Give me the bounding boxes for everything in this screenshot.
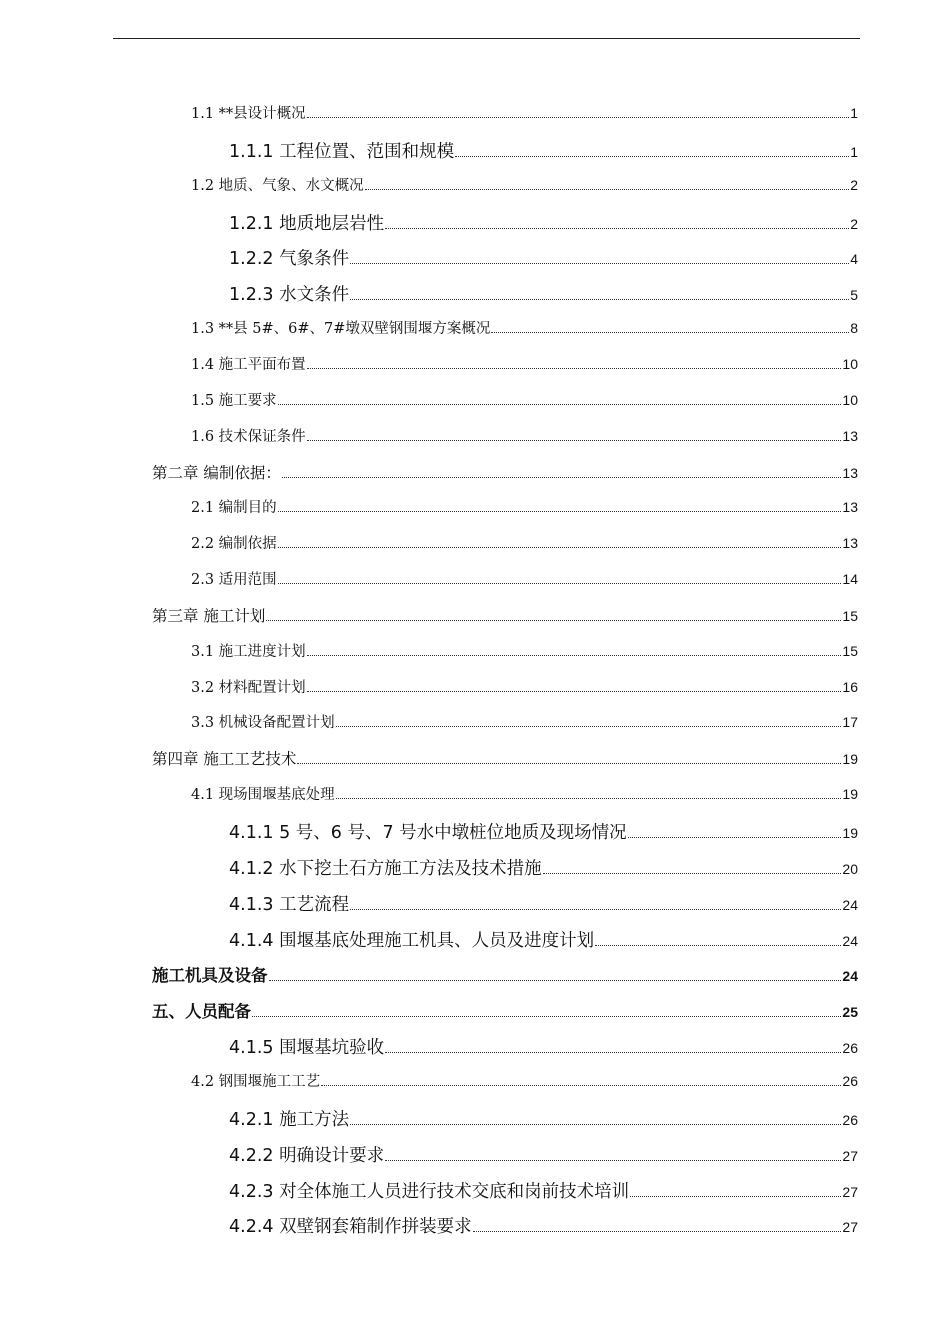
toc-entry-page: 2	[850, 215, 858, 232]
toc-leader-dots	[307, 655, 842, 656]
toc-leader-dots	[336, 798, 842, 799]
toc-entry-page: 27	[842, 1219, 858, 1236]
toc-entry-page: 5	[850, 287, 858, 304]
toc-entry-page: 14	[842, 571, 858, 588]
toc-entry-label: 第二章 编制依据：	[152, 463, 281, 482]
toc-entry-label: 1.6 技术保证条件	[191, 428, 306, 445]
toc-leader-dots	[307, 117, 850, 118]
toc-entry-label: 五、人员配备	[152, 1002, 251, 1022]
toc-entry-label: 第四章 施工工艺技术	[152, 750, 297, 769]
toc-entry[interactable]	[191, 1070, 858, 1091]
toc-leader-dots	[266, 620, 841, 621]
toc-entry-label: 1.2.2 气象条件	[229, 249, 350, 270]
toc-entry-label: 2.1 编制目的	[191, 500, 277, 517]
toc-entry[interactable]	[152, 461, 858, 483]
toc-entry-label: 4.1.5 围堰基坑验收	[229, 1038, 385, 1059]
toc-leader-dots	[628, 837, 842, 838]
toc-entry-label: 4.2 钢围堰施工工艺	[191, 1073, 321, 1090]
toc-entry-page: 1	[850, 143, 858, 160]
toc-entry-label: 4.2.2 明确设计要求	[229, 1145, 385, 1166]
toc-entry-page: 10	[842, 391, 858, 408]
toc-leader-dots	[282, 477, 841, 478]
toc-entry-page: 2	[850, 176, 858, 193]
toc-entry-page: 13	[842, 499, 858, 516]
toc-leader-dots	[252, 1016, 841, 1017]
toc-leader-dots	[350, 299, 849, 300]
toc-entry-page: 13	[842, 464, 858, 481]
toc-leader-dots	[385, 228, 849, 229]
toc-entry-page: 15	[842, 642, 858, 659]
toc-entry[interactable]	[191, 389, 858, 410]
toc-entry-page: 24	[842, 968, 858, 985]
toc-entry-label: 第三章 施工计划	[152, 606, 266, 625]
toc-entry[interactable]	[191, 532, 858, 553]
toc-entry-label: 1.4 施工平面布置	[191, 356, 306, 373]
toc-entry[interactable]	[191, 496, 858, 517]
toc-entry-page: 13	[842, 535, 858, 552]
toc-entry-page: 20	[842, 860, 858, 877]
toc-entry-page: 25	[842, 1004, 858, 1021]
toc-leader-dots	[321, 1085, 841, 1086]
toc-entry-page: 26	[842, 1072, 858, 1089]
toc-entry[interactable]	[152, 747, 858, 769]
toc-leader-dots	[269, 980, 842, 981]
toc-leader-dots	[543, 873, 842, 874]
toc-leader-dots	[307, 368, 842, 369]
toc-entry[interactable]	[229, 1106, 858, 1131]
toc-entry-label: 2.2 编制依据	[191, 536, 277, 553]
toc-entry[interactable]	[152, 962, 858, 986]
toc-entry-label: 4.1.4 围堰基底处理施工机具、人员及进度计划	[229, 930, 595, 951]
toc-entry[interactable]	[229, 281, 858, 306]
toc-leader-dots	[307, 691, 842, 692]
toc-entry[interactable]	[229, 210, 858, 235]
toc-leader-dots	[491, 332, 849, 333]
toc-entry[interactable]	[229, 1034, 858, 1059]
header-rule	[113, 38, 860, 39]
toc-entry[interactable]	[191, 783, 858, 804]
toc-leader-dots	[630, 1196, 841, 1197]
toc-leader-dots	[278, 511, 842, 512]
toc-entry[interactable]	[152, 998, 858, 1022]
toc-leader-dots	[455, 156, 849, 157]
toc-entry-page: 10	[842, 355, 858, 372]
toc-leader-dots	[385, 1160, 841, 1161]
toc-entry-page: 16	[842, 678, 858, 695]
toc-entry[interactable]	[191, 676, 858, 697]
toc-entry-label: 4.1.1 5 号、6 号、7 号水中墩桩位地质及现场情况	[229, 823, 627, 843]
toc-leader-dots	[278, 547, 842, 548]
toc-leader-dots	[350, 263, 849, 264]
toc-entry[interactable]	[229, 855, 858, 880]
toc-entry-page: 26	[842, 1111, 858, 1128]
toc-entry-label: 3.1 施工进度计划	[191, 643, 306, 660]
toc-entry[interactable]	[229, 245, 858, 270]
toc-entry-label: 1.5 施工要求	[191, 392, 277, 409]
toc-leader-dots	[278, 404, 842, 405]
toc-entry-page: 19	[842, 786, 858, 803]
toc-entry-page: 27	[842, 1147, 858, 1164]
toc-entry[interactable]	[229, 891, 858, 916]
toc-entry-page: 19	[842, 751, 858, 768]
toc-entry-page: 24	[842, 932, 858, 949]
toc-entry[interactable]	[191, 711, 858, 732]
toc-entry[interactable]	[191, 353, 858, 374]
toc-entry-page: 27	[842, 1183, 858, 1200]
toc-leader-dots	[350, 909, 841, 910]
toc-entry[interactable]	[229, 927, 858, 952]
toc-leader-dots	[385, 1052, 841, 1053]
toc-entry-label: 1.2.1 地质地层岩性	[229, 213, 385, 234]
toc-entry-page: 19	[842, 825, 858, 841]
toc-entry-page: 13	[842, 427, 858, 444]
toc-entry[interactable]	[191, 568, 858, 589]
toc-entry-page: 1	[850, 105, 858, 121]
toc-leader-dots	[365, 189, 850, 190]
toc-entry[interactable]	[229, 819, 858, 844]
toc-entry-label: 3.2 材料配置计划	[191, 679, 306, 696]
toc-entry-page: 24	[842, 896, 858, 913]
toc-entry[interactable]	[191, 425, 858, 446]
toc-entry[interactable]	[152, 604, 858, 626]
toc-entry-page: 17	[842, 714, 858, 731]
toc-entry-label: 施工机具及设备	[152, 966, 268, 986]
toc-entry-label: 3.3 机械设备配置计划	[191, 715, 335, 732]
toc-entry-page: 15	[842, 607, 858, 624]
toc-entry-label: 1.2 地质、气象、水文概况	[191, 177, 364, 194]
toc-leader-dots	[297, 763, 841, 764]
toc-entry-label: 4.1.3 工艺流程	[229, 894, 350, 915]
toc-leader-dots	[307, 440, 842, 441]
toc-entry[interactable]	[191, 102, 858, 123]
toc-leader-dots	[350, 1124, 841, 1125]
toc-entry-page: 4	[850, 251, 858, 268]
toc-entry-label: 1.2.3 水文条件	[229, 285, 350, 306]
toc-entry-label: 4.1 现场围堰基底处理	[191, 787, 335, 804]
toc-entry-label: 4.2.4 双壁钢套箱制作拼装要求	[229, 1217, 472, 1238]
toc-entry[interactable]	[229, 1213, 858, 1238]
toc-entry[interactable]	[191, 640, 858, 661]
toc-entry-label: 2.3 适用范围	[191, 572, 277, 589]
toc-entry[interactable]	[191, 174, 858, 195]
toc-leader-dots	[336, 726, 842, 727]
toc-leader-dots	[278, 583, 842, 584]
toc-entry[interactable]	[229, 1178, 858, 1203]
toc-entry[interactable]	[191, 317, 858, 338]
toc-entry[interactable]	[229, 138, 858, 163]
toc-entry-label: 1.1 **县设计概况	[191, 106, 306, 122]
toc-entry-label: 4.1.2 水下挖土石方施工方法及技术措施	[229, 858, 542, 879]
toc-entry-label: 4.2.1 施工方法	[229, 1109, 350, 1130]
toc-entry[interactable]	[229, 1142, 858, 1167]
toc-leader-dots	[473, 1231, 842, 1232]
toc-entry-page: 26	[842, 1040, 858, 1057]
toc-entry-page: 8	[850, 320, 858, 337]
toc-entry-label: 4.2.3 对全体施工人员进行技术交底和岗前技术培训	[229, 1181, 630, 1202]
toc-leader-dots	[595, 945, 841, 946]
toc-entry-label: 1.3 **县 5#、6#、7#墩双壁钢围堰方案概况	[191, 321, 491, 338]
toc-entry-label: 1.1.1 工程位置、范围和规模	[229, 141, 455, 162]
